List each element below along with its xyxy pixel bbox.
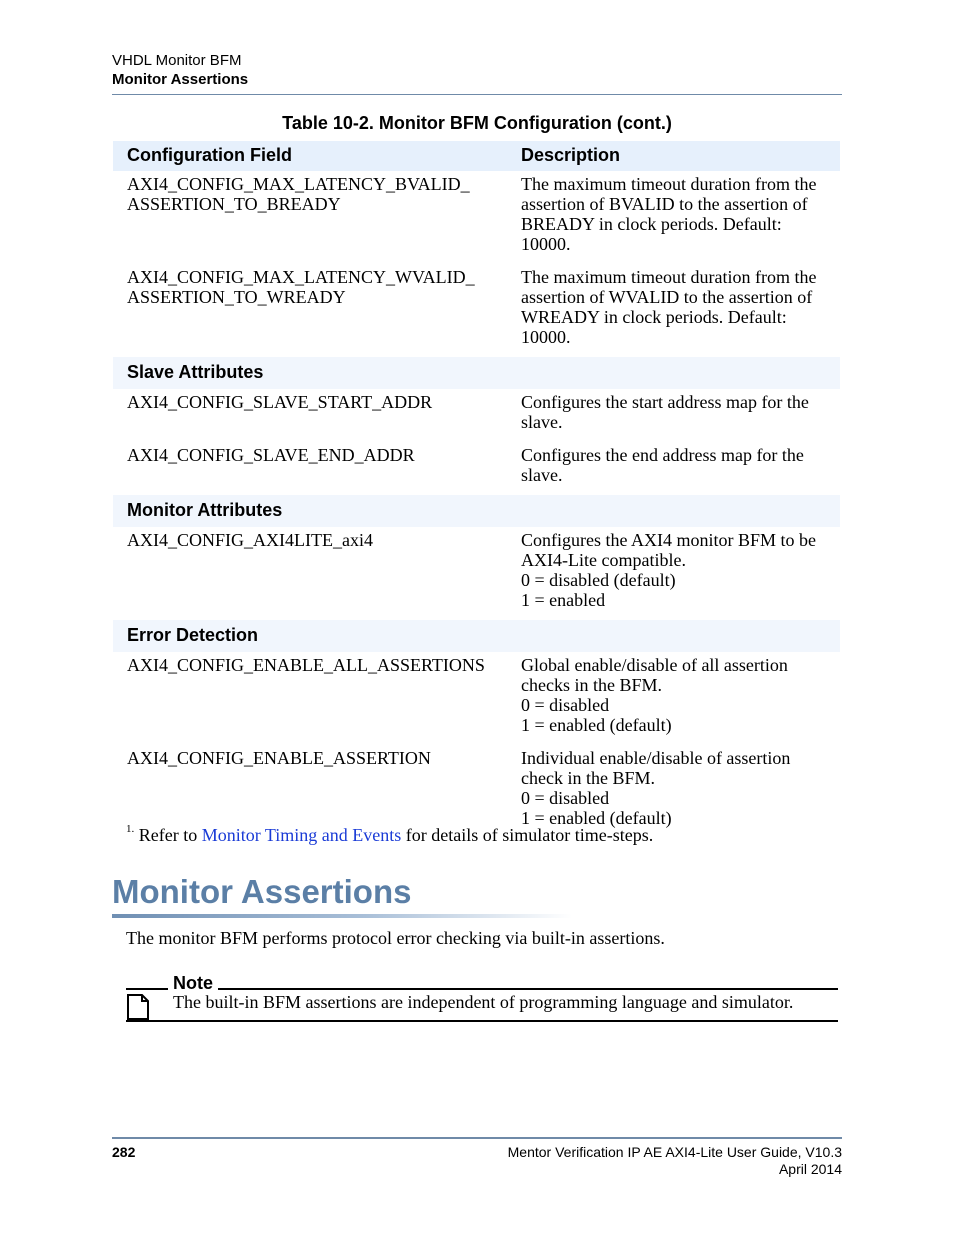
description-cell (507, 264, 840, 357)
footer-date: April 2014 (778, 1161, 842, 1177)
note-box (126, 972, 838, 1024)
config-field-name: AXI4_CONFIG_ENABLE_ASSERTION (127, 748, 431, 768)
footer-guide-title: Mentor Verification IP AE AXI4-Lite User Guide, V10.3 (507, 1144, 842, 1160)
description-line: AXI4-Lite compatible. (521, 550, 686, 570)
description-line: checks in the BFM. (521, 675, 662, 695)
description-line: Individual enable/disable of assertion (521, 748, 791, 768)
table-row (113, 171, 840, 264)
config-field-cell (113, 652, 507, 745)
description-line: 1 = enabled (default) (521, 808, 672, 828)
group-label: Monitor Attributes (113, 495, 840, 527)
config-field-name: AXI4_CONFIG_MAX_LATENCY_WVALID_ (127, 267, 475, 287)
description-line: The maximum timeout duration from the (521, 174, 817, 194)
group-label: Slave Attributes (113, 357, 840, 389)
footnote-text-after: for details of simulator time-steps. (401, 825, 654, 845)
config-field-cell (113, 389, 507, 442)
description-line: 0 = disabled (default) (521, 570, 676, 590)
description-line: Configures the AXI4 monitor BFM to be (521, 530, 816, 550)
running-header (112, 51, 248, 89)
config-field-cell (113, 264, 507, 357)
table-caption: Table 10-2. Monitor BFM Configuration (cont.) (282, 113, 672, 133)
config-field-name: AXI4_CONFIG_ENABLE_ALL_ASSERTIONS (127, 655, 485, 675)
configuration-table (113, 141, 840, 838)
description-cell (507, 442, 840, 495)
table-footnote (126, 825, 653, 846)
section-intro-paragraph: The monitor BFM performs protocol error checking via built-in assertions. (126, 928, 665, 948)
table-group-row (113, 495, 840, 527)
footnote-link[interactable]: Monitor Timing and Events (201, 825, 402, 845)
description-line: Configures the start address map for the (521, 392, 809, 412)
note-text: The built-in BFM assertions are independent of programming language and simulator. (173, 992, 794, 1012)
table-header-row (113, 141, 840, 171)
header-chapter-title: VHDL Monitor BFM (112, 52, 242, 69)
table-row (113, 264, 840, 357)
config-field-name: AXI4_CONFIG_AXI4LITE_axi4 (127, 530, 373, 550)
description-line: 1 = enabled (default) (521, 715, 672, 735)
section-title: Monitor Assertions (112, 873, 412, 910)
description-line: Global enable/disable of all assertion (521, 655, 788, 675)
description-line: WREADY in clock periods. Default: (521, 307, 787, 327)
description-line: Configures the end address map for the (521, 445, 804, 465)
description-line: assertion of WVALID to the assertion of (521, 287, 813, 307)
description-cell (507, 171, 840, 264)
config-field-name: AXI4_CONFIG_SLAVE_END_ADDR (127, 445, 415, 465)
description-cell (507, 527, 840, 620)
column-header-field: Configuration Field (113, 141, 507, 171)
table-row (113, 389, 840, 442)
footer-rule (112, 1137, 842, 1139)
description-line: check in the BFM. (521, 768, 655, 788)
description-line: 10000. (521, 234, 571, 254)
description-line: 0 = disabled (521, 788, 610, 808)
description-cell (507, 389, 840, 442)
description-line: 0 = disabled (521, 695, 610, 715)
page-number: 282 (112, 1144, 136, 1160)
note-page-icon (126, 994, 150, 1020)
config-field-cell (113, 442, 507, 495)
footnote-text-before: Refer to (138, 825, 202, 845)
section-title-rule (112, 914, 572, 918)
note-label: Note (173, 973, 213, 993)
description-cell (507, 652, 840, 745)
config-field-name: AXI4_CONFIG_SLAVE_START_ADDR (127, 392, 433, 412)
description-line: BREADY in clock periods. Default: (521, 214, 782, 234)
table-row (113, 442, 840, 495)
table-body (113, 171, 840, 838)
header-rule (112, 94, 842, 95)
footnote-marker: 1. (126, 823, 135, 835)
description-line: assertion of BVALID to the assertion of (521, 194, 808, 214)
note-rule-bottom (126, 1020, 838, 1022)
table-group-row (113, 357, 840, 389)
table-group-row (113, 620, 840, 652)
group-label: Error Detection (113, 620, 840, 652)
description-line: The maximum timeout duration from the (521, 267, 817, 287)
table-row (113, 652, 840, 745)
note-rule-right (218, 988, 838, 990)
description-line: 1 = enabled (521, 590, 606, 610)
description-line: slave. (521, 465, 563, 485)
header-section-title: Monitor Assertions (112, 71, 249, 88)
footer-guide-info (508, 1144, 842, 1178)
description-line: slave. (521, 412, 563, 432)
config-field-cell (113, 527, 507, 620)
note-rule-left (126, 988, 168, 990)
description-line: 10000. (521, 327, 571, 347)
config-field-name: ASSERTION_TO_WREADY (127, 287, 346, 307)
config-field-name: AXI4_CONFIG_MAX_LATENCY_BVALID_ (127, 174, 470, 194)
config-field-cell (113, 171, 507, 264)
config-field-name: ASSERTION_TO_BREADY (127, 194, 341, 214)
table-row (113, 527, 840, 620)
column-header-description: Description (507, 141, 840, 171)
